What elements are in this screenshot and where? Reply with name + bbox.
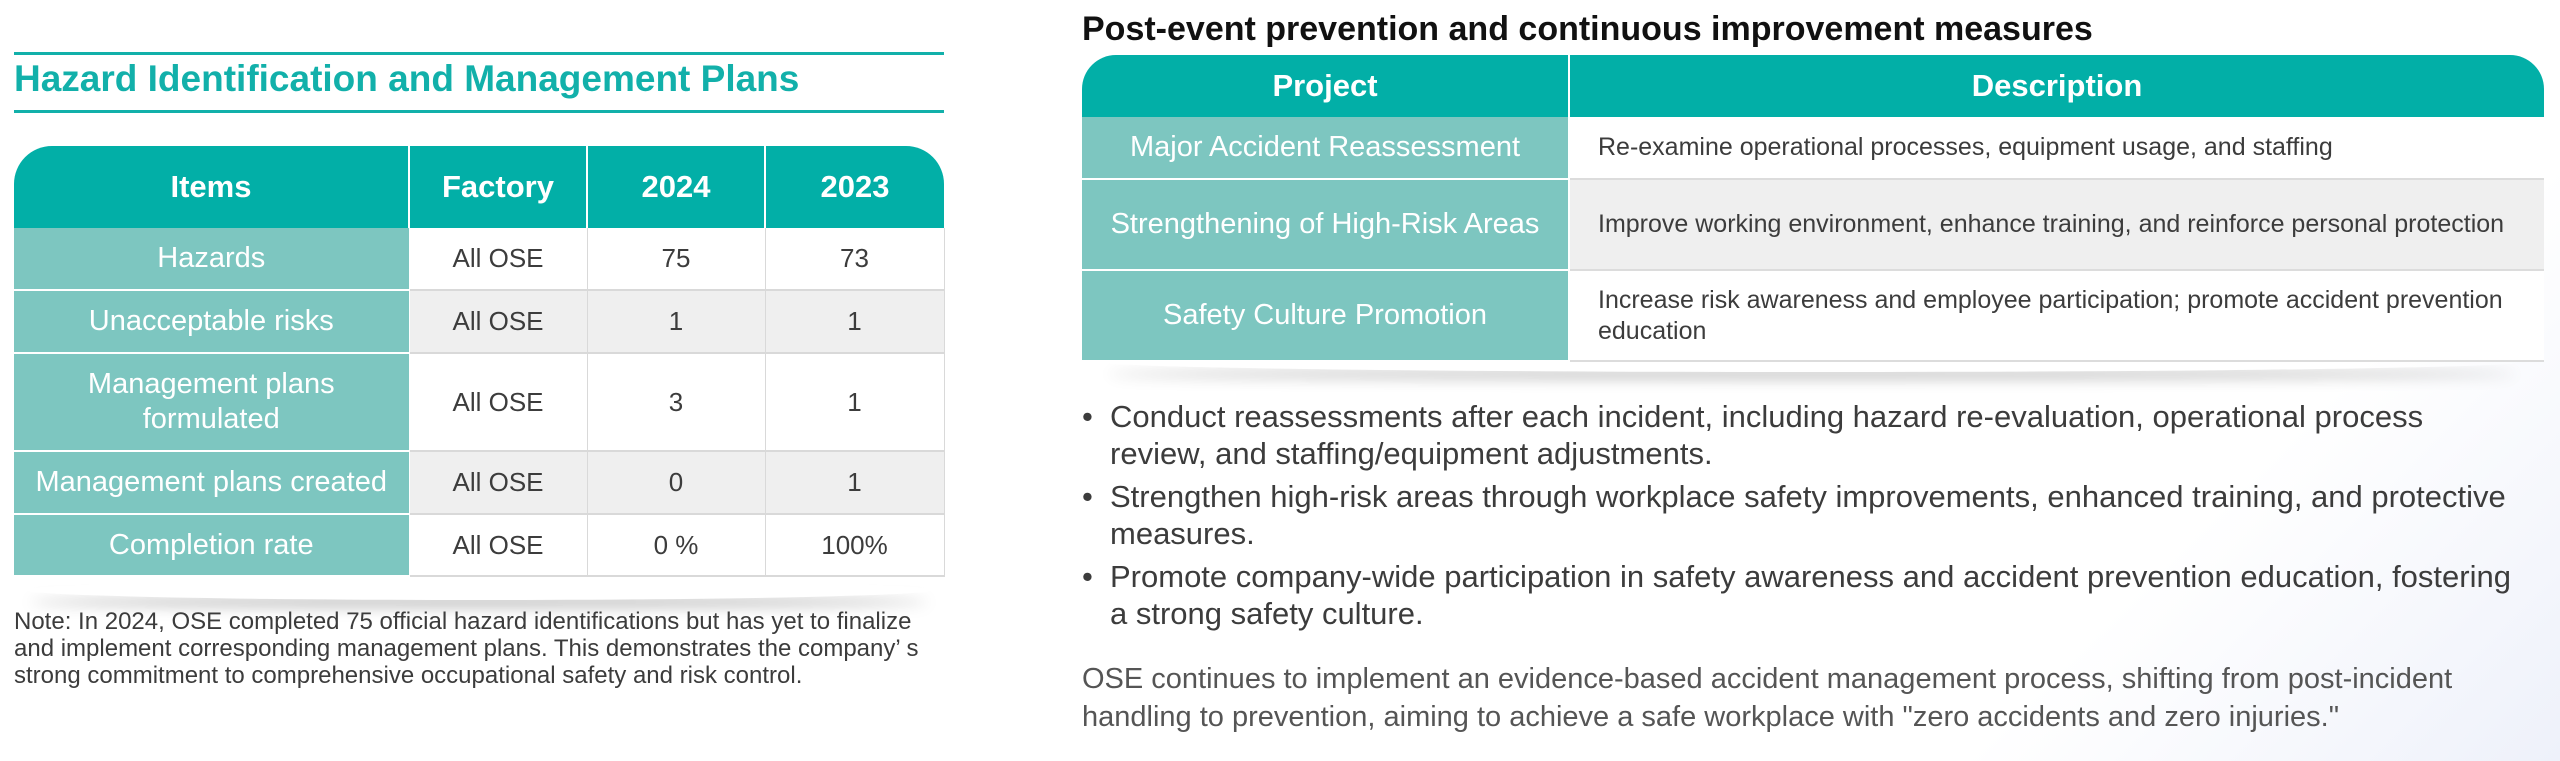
header-factory: Factory	[409, 146, 587, 228]
cell-2023: 1	[765, 290, 944, 353]
header-project: Project	[1082, 55, 1569, 117]
cell-2023: 100%	[765, 514, 944, 576]
title-top-rule	[14, 52, 944, 55]
list-item	[1082, 398, 2522, 472]
table-row	[14, 290, 944, 353]
summary-text: OSE continues to implement an evidence-based accident management process, shifting from post-incident handling to prevention, aiming to achieve a safe workplace with "zero accidents and zero injuries."	[1082, 663, 2453, 733]
table-row	[14, 514, 944, 576]
bullet-icon: •	[1082, 559, 1093, 594]
prevention-table	[1082, 55, 2544, 362]
cell-2023: 1	[765, 451, 944, 514]
cell-2023: 1	[765, 353, 944, 451]
row-label: Unacceptable risks	[14, 290, 409, 353]
project-description: Re-examine operational processes, equipment usage, and staffing	[1569, 117, 2544, 179]
hazard-note: Note: In 2024, OSE completed 75 official hazard identifications but has yet to finalize and implement corresponding management plans. This demonstrates the company’ s strong commitment to comprehensive occupational safety and risk control.	[14, 608, 919, 689]
bullet-icon: •	[1082, 399, 1093, 434]
cell-2024: 75	[587, 228, 765, 290]
cell-factory: All OSE	[409, 514, 587, 576]
project-label: Major Accident Reassessment	[1082, 117, 1569, 179]
hazard-section-title: Hazard Identification and Management Plans	[14, 58, 800, 99]
row-label: Completion rate	[14, 514, 409, 576]
bullet-icon: •	[1082, 479, 1093, 514]
table-shadow	[1102, 352, 2522, 372]
table-row	[14, 228, 944, 290]
project-description: Increase risk awareness and employee participation; promote accident prevention education	[1569, 270, 2544, 361]
table-row	[14, 353, 944, 451]
measures-list	[1082, 398, 2522, 638]
project-description: Improve working environment, enhance training, and reinforce personal protection	[1569, 179, 2544, 270]
table-shadow	[24, 580, 934, 600]
header-2023: 2023	[765, 146, 944, 228]
cell-2023: 73	[765, 228, 944, 290]
hazard-table	[14, 146, 945, 577]
project-label: Strengthening of High-Risk Areas	[1082, 179, 1569, 270]
prevention-section-title: Post-event prevention and continuous improvement measures	[1082, 10, 2093, 48]
list-item	[1082, 558, 2522, 632]
table-row	[14, 451, 944, 514]
cell-factory: All OSE	[409, 228, 587, 290]
header-description: Description	[1569, 55, 2544, 117]
header-2024: 2024	[587, 146, 765, 228]
cell-2024: 1	[587, 290, 765, 353]
row-label: Hazards	[14, 228, 409, 290]
row-label: Management plans formulated	[14, 353, 409, 451]
table-row	[1082, 270, 2544, 361]
cell-factory: All OSE	[409, 451, 587, 514]
cell-2024: 3	[587, 353, 765, 451]
list-item-text: Conduct reassessments after each incident, including hazard re-evaluation, operational process review, and staffing/equipment adjustments.	[1110, 399, 2424, 471]
header-items: Items	[14, 146, 409, 228]
cell-factory: All OSE	[409, 290, 587, 353]
cell-factory: All OSE	[409, 353, 587, 451]
table-row	[1082, 117, 2544, 179]
cell-2024: 0 %	[587, 514, 765, 576]
title-bottom-rule	[14, 110, 944, 113]
table-row	[1082, 179, 2544, 270]
list-item-text: Strengthen high-risk areas through workplace safety improvements, enhanced training, and protective measures.	[1110, 479, 2506, 551]
row-label: Management plans created	[14, 451, 409, 514]
list-item-text: Promote company-wide participation in safety awareness and accident prevention education, fostering a strong safety culture.	[1110, 559, 2511, 631]
project-label: Safety Culture Promotion	[1082, 270, 1569, 361]
list-item	[1082, 478, 2522, 552]
cell-2024: 0	[587, 451, 765, 514]
